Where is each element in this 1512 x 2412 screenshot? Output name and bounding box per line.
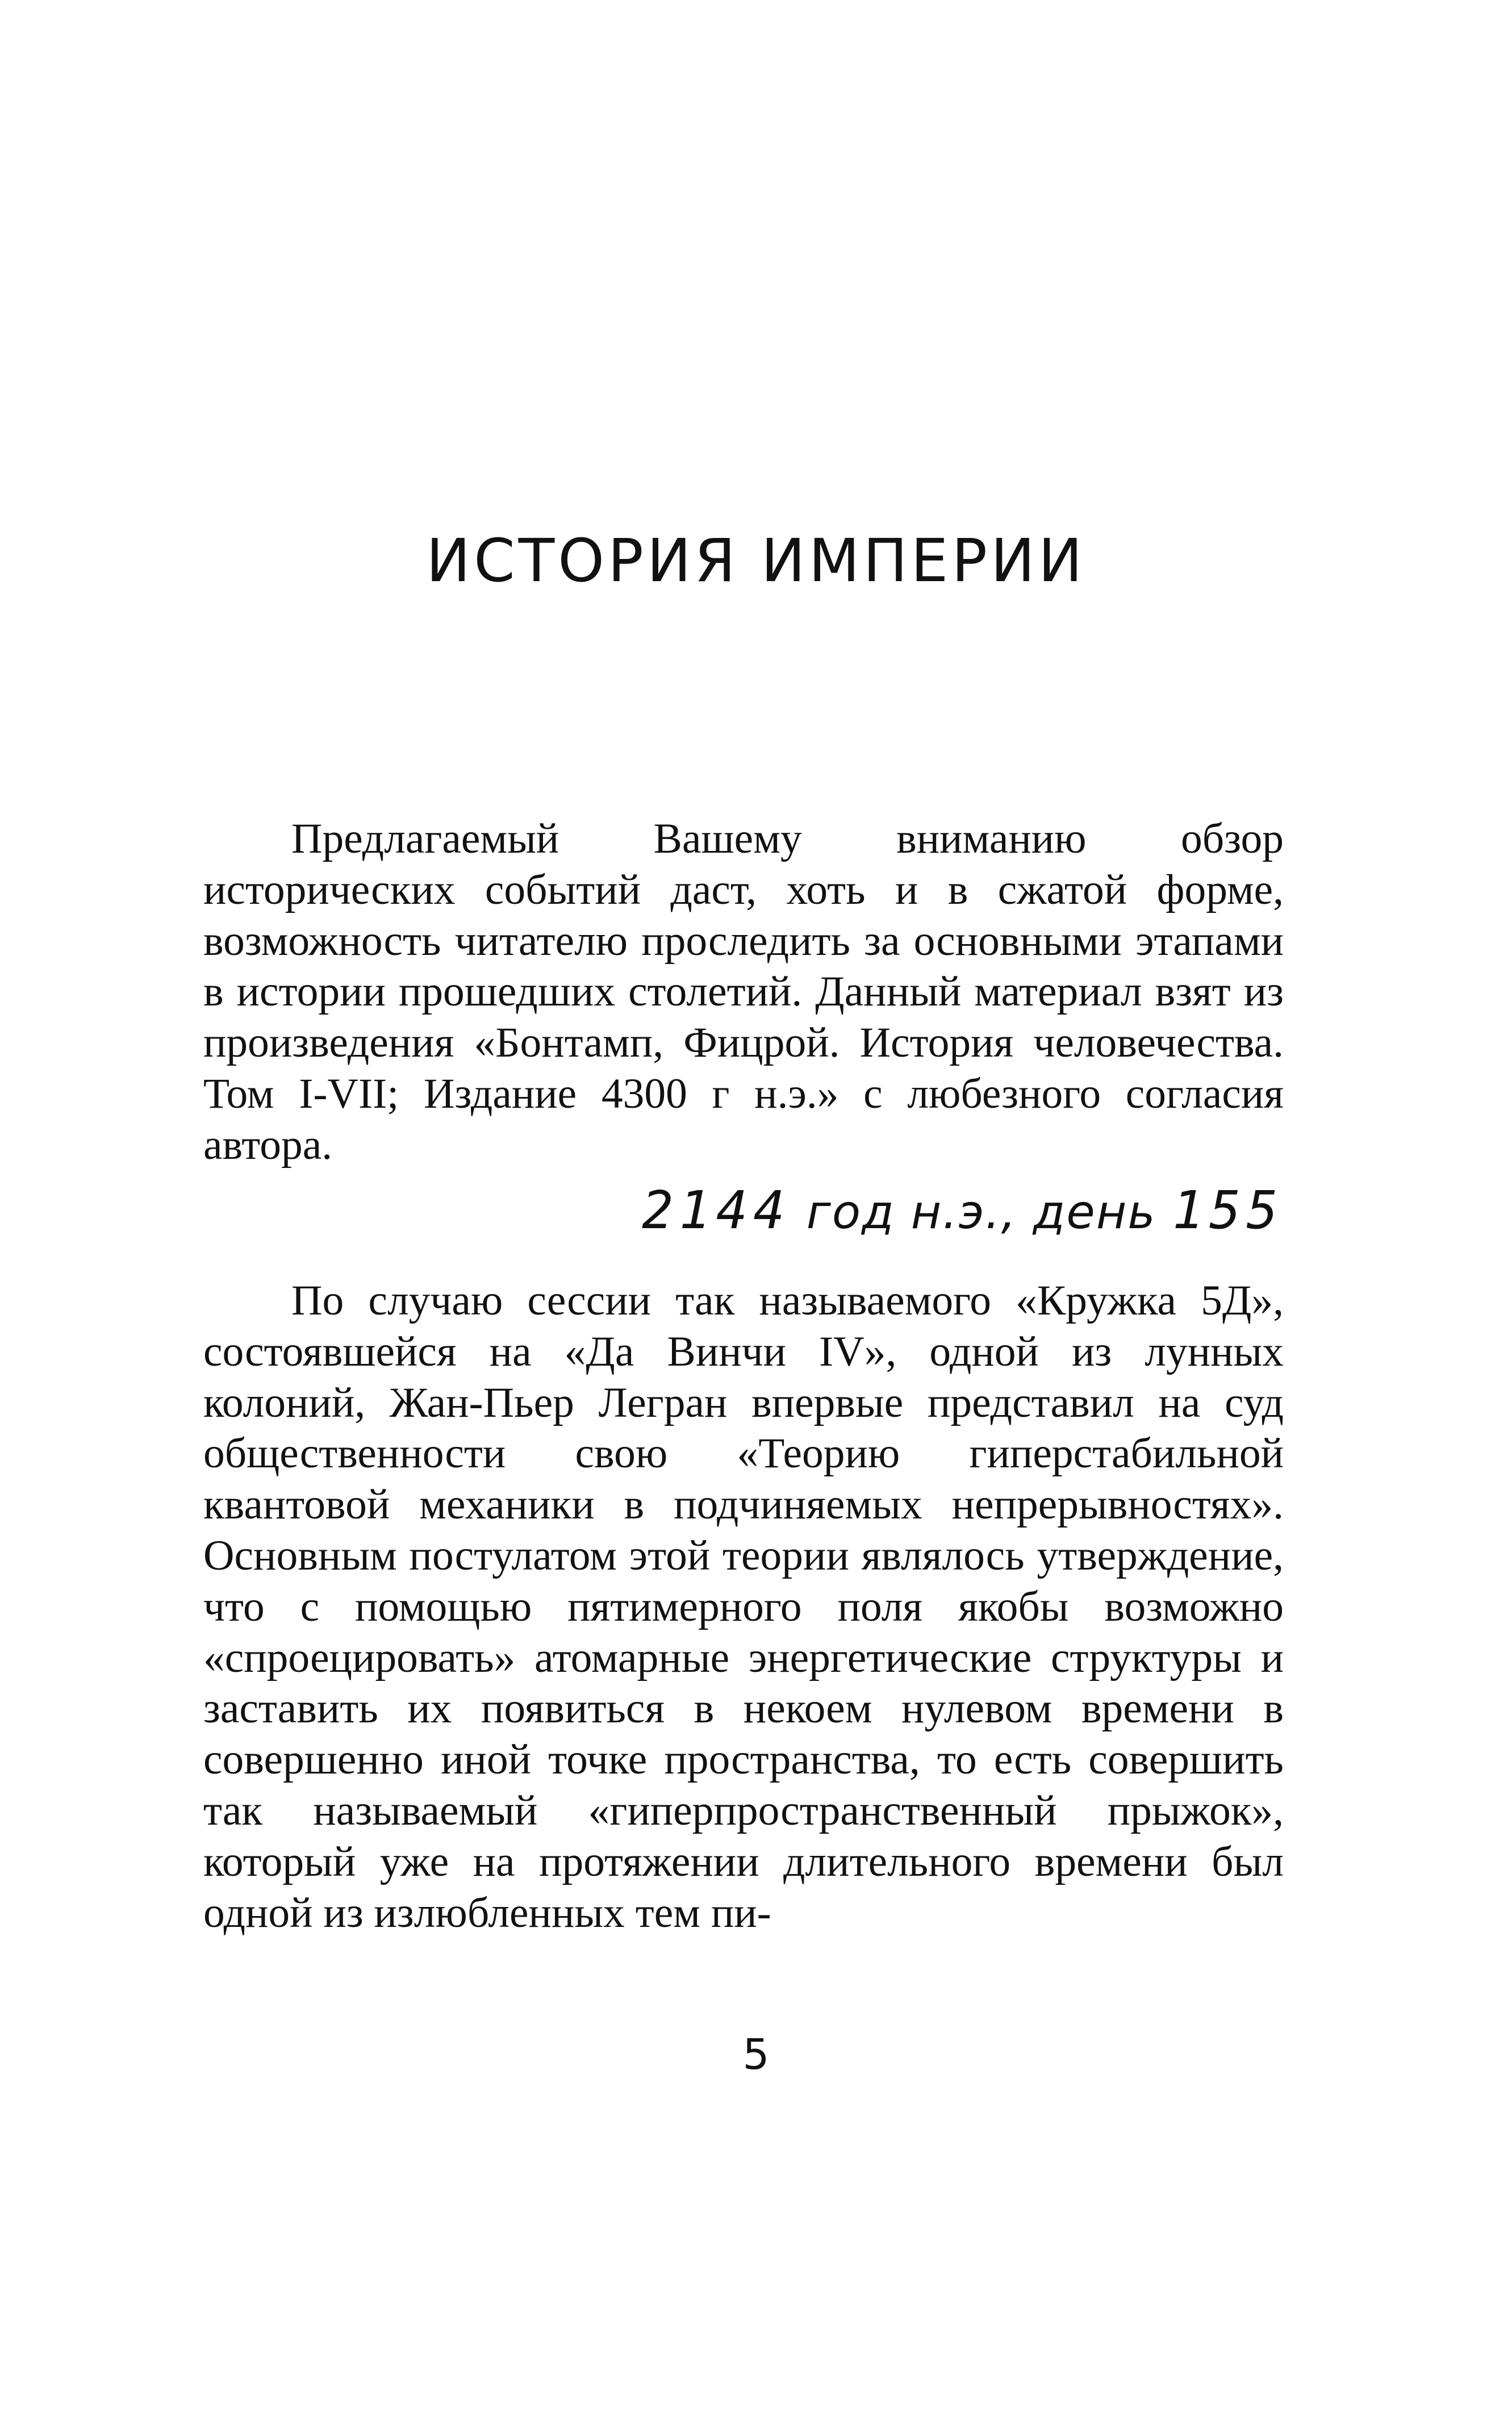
chapter-day: 155 xyxy=(1172,1180,1284,1241)
chapter-title: ИСТОРИЯ ИМПЕРИИ xyxy=(426,526,1086,595)
body-paragraph: По случаю сессии так называемого «Кружка 5Д», состоявшейся на «Да Винчи IV», одной из лунных колоний, Жан-Пьер Легран впервые представил на суд общественности свою «Теорию гиперстабильной квантовой механики в подчиняемых непрерывностях». Основным постулатом этой теории являлось утверждение, что с помощью пятимерного поля якобы возможно «спроецировать» атомарные энергетические структуры и заставить их появиться в некоем нулевом времени в совершенно иной точке пространства, то есть совершить так называемый «гиперпространственный прыжок», который уже на протяжении длительного времени был одной из излюбленных тем пи- xyxy=(203,1277,1284,1937)
chapter-year: 2144 xyxy=(642,1180,791,1241)
page-number: 5 xyxy=(742,2030,770,2079)
chapter-date-text: год н.э., день xyxy=(790,1186,1172,1240)
intro-block xyxy=(203,813,1284,1171)
intro-paragraph: Предлагаемый Вашему вниманию обзор исторических событий даст, хоть и в сжатой форме, возможность читателю проследить за основными этапами в истории прошедших столетий. Данный материал взят из произведения «Бонтамп, Фицрой. История человечества. Том I-VII; Издание 4300 г н.э.» с любезного согласия автора. xyxy=(203,815,1284,1169)
chapter-date-heading xyxy=(642,1180,1284,1241)
story-block xyxy=(203,1275,1284,1938)
